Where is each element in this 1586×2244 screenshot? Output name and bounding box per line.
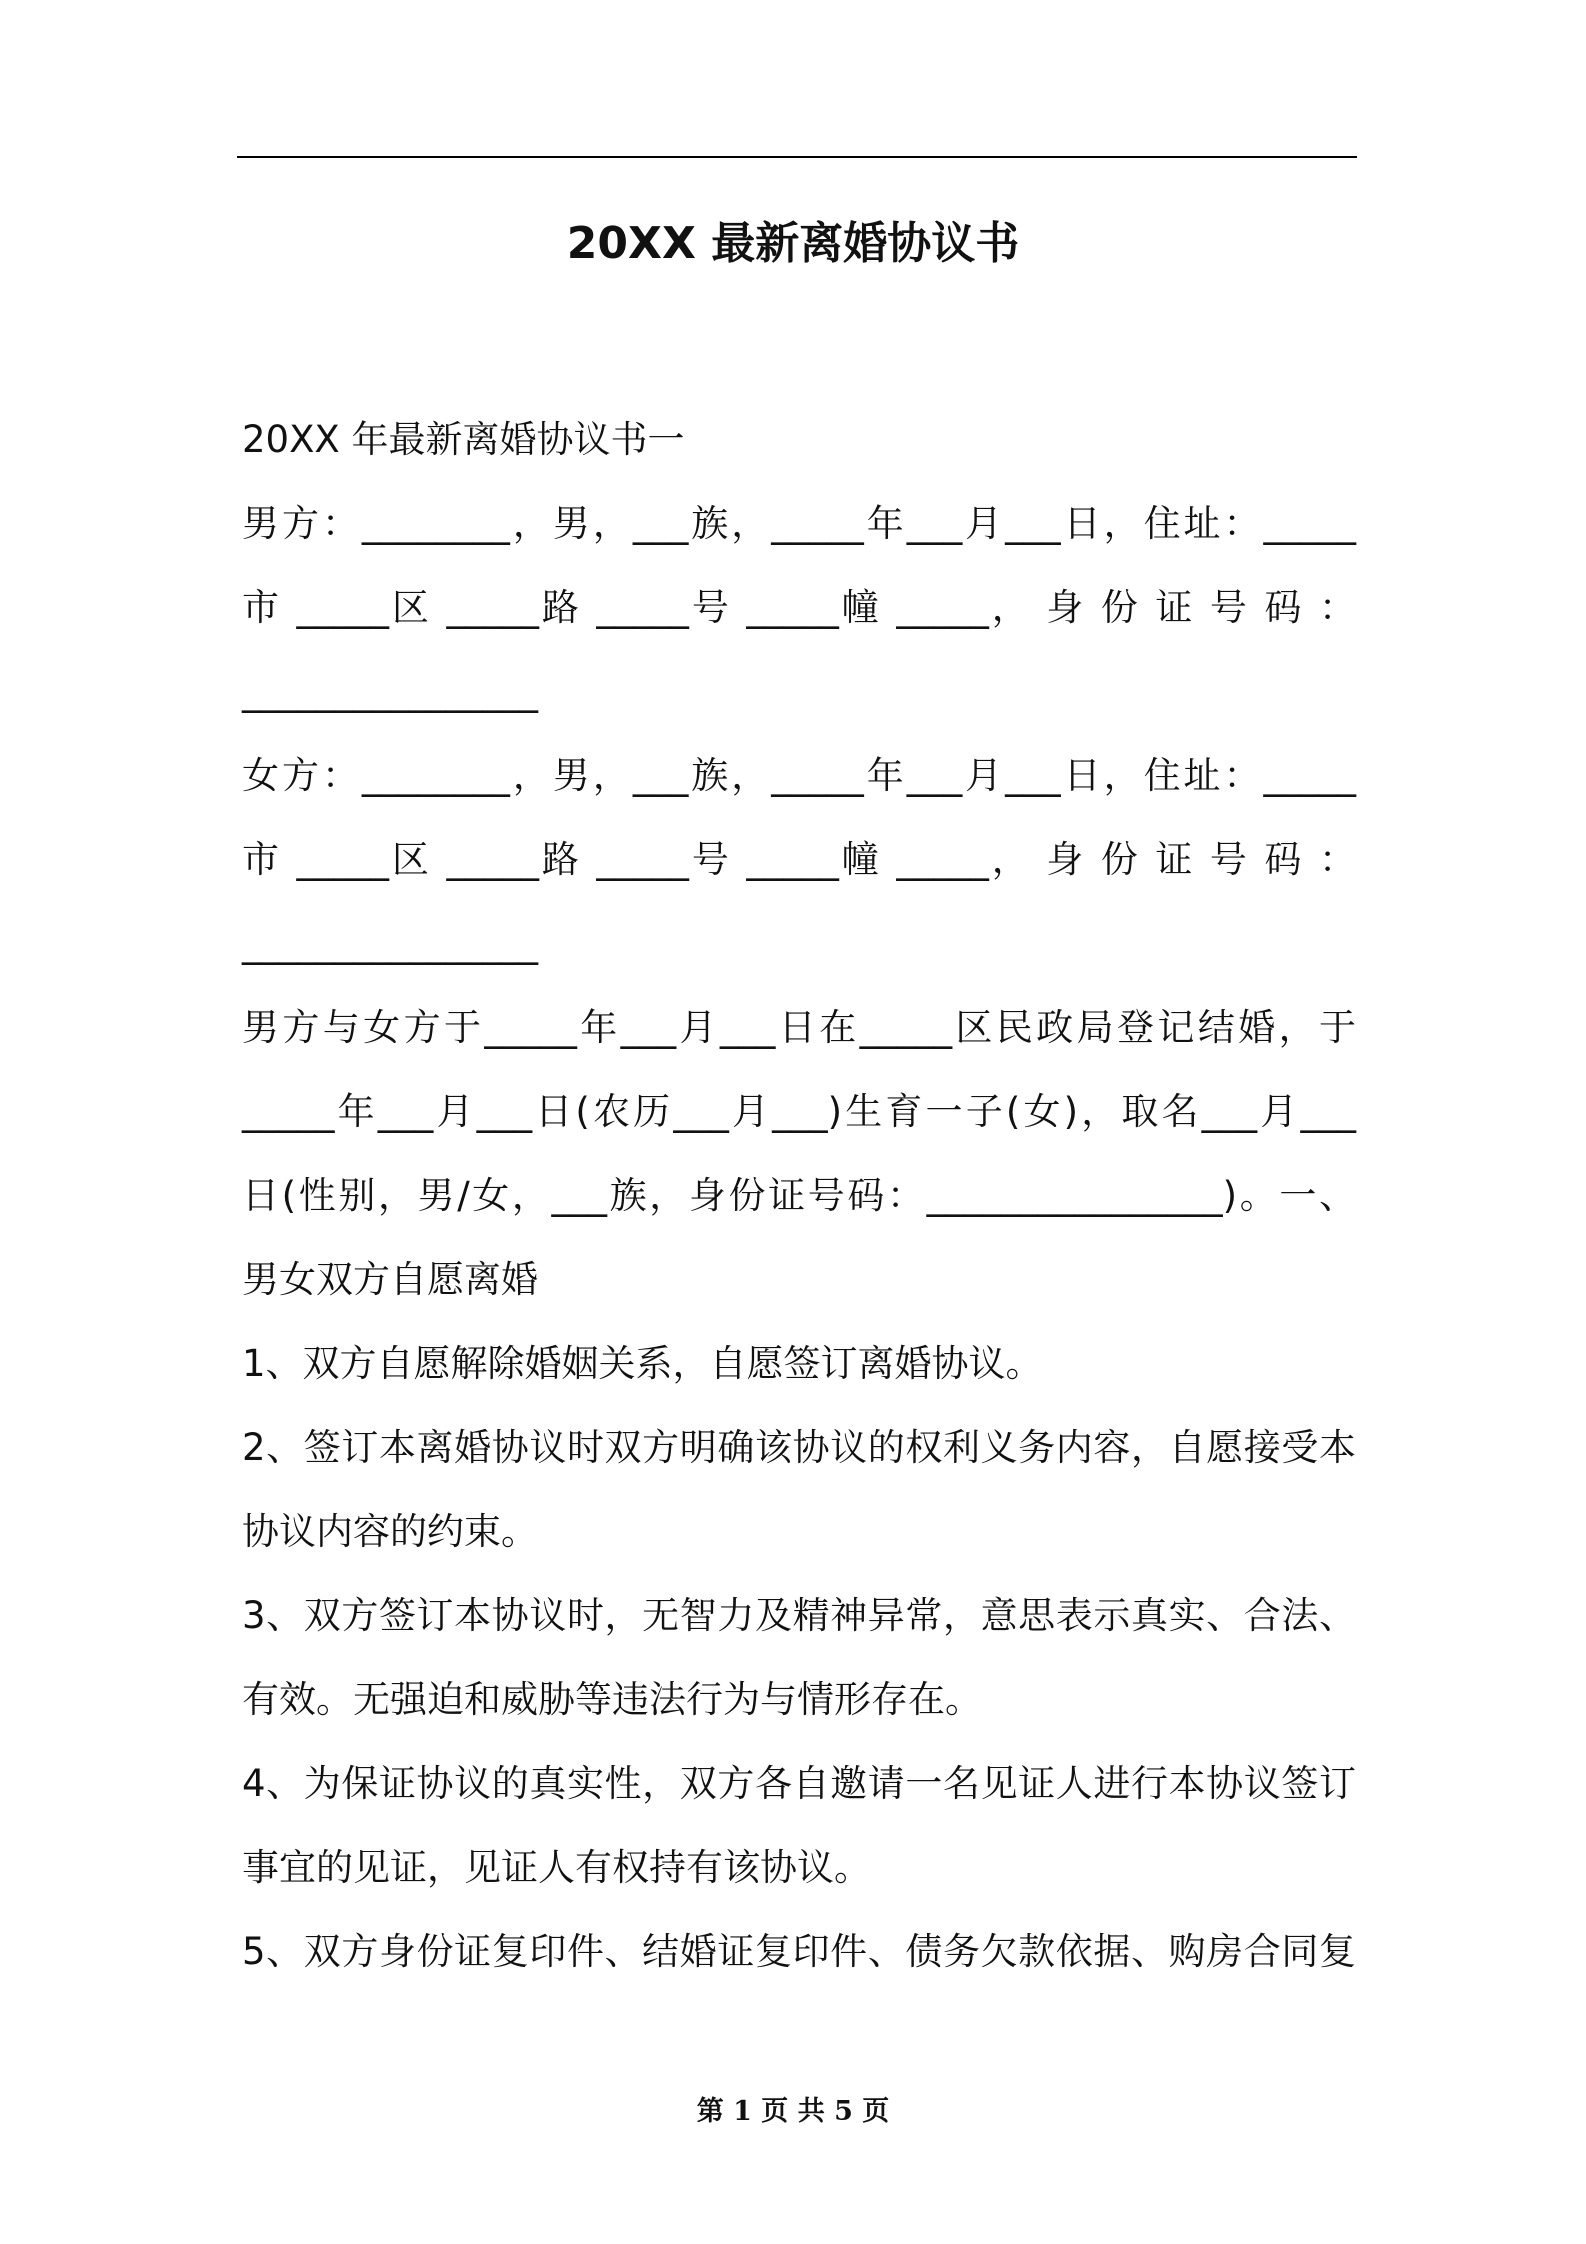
marriage-info-line-2: _____年___月___日(农历___月___)生育一子(女)，取名___月___ [242,1090,1356,1133]
female-party-line-1: 女方：________，男，___族，_____年___月___日，住址：_____ [242,754,1356,797]
female-party-id-blank: ________________ [242,922,538,965]
male-party-id-blank: ________________ [242,670,538,713]
clause-item-3-line-1: 3、双方签订本协议时，无智力及精神异常，意思表示真实、合法、 [242,1594,1356,1637]
female-party-line-2: 市 _____区 _____路 _____号 _____幢 _____， 身 份 证 号 码 ： [242,838,1356,881]
marriage-info-line-1: 男方与女方于_____年___月___日在_____区民政局登记结婚，于 [242,1006,1356,1049]
clause-item-4-line-2: 事宜的见证，见证人有权持有该协议。 [242,1846,871,1889]
marriage-info-line-3: 日(性别，男/女，___族，身份证号码：________________)。一、 [242,1174,1356,1217]
clause-item-2-line-1: 2、签订本离婚协议时双方明确该协议的权利义务内容，自愿接受本 [242,1426,1356,1469]
header-rule [237,156,1357,158]
clause-item-4-line-1: 4、为保证协议的真实性，双方各自邀请一名见证人进行本协议签订 [242,1762,1356,1805]
document-title: 20XX 最新离婚协议书 [566,218,1020,269]
section-heading: 20XX 年最新离婚协议书一 [242,418,685,461]
clause-item-1: 1、双方自愿解除婚姻关系，自愿签订离婚协议。 [242,1342,1043,1385]
page-number: 第 1 页 共 5 页 [696,2096,890,2127]
clause-item-2-line-2: 协议内容的约束。 [242,1510,538,1553]
male-party-line-2: 市 _____区 _____路 _____号 _____幢 _____， 身 份 证 号 码 ： [242,586,1356,629]
clause-heading-1: 男女双方自愿离婚 [242,1258,538,1301]
clause-item-3-line-2: 有效。无强迫和威胁等违法行为与情形存在。 [242,1678,982,1721]
clause-item-5-line-1: 5、双方身份证复印件、结婚证复印件、债务欠款依据、购房合同复 [242,1930,1356,1973]
male-party-line-1: 男方：________，男，___族，_____年___月___日，住址：_____ [242,502,1356,545]
